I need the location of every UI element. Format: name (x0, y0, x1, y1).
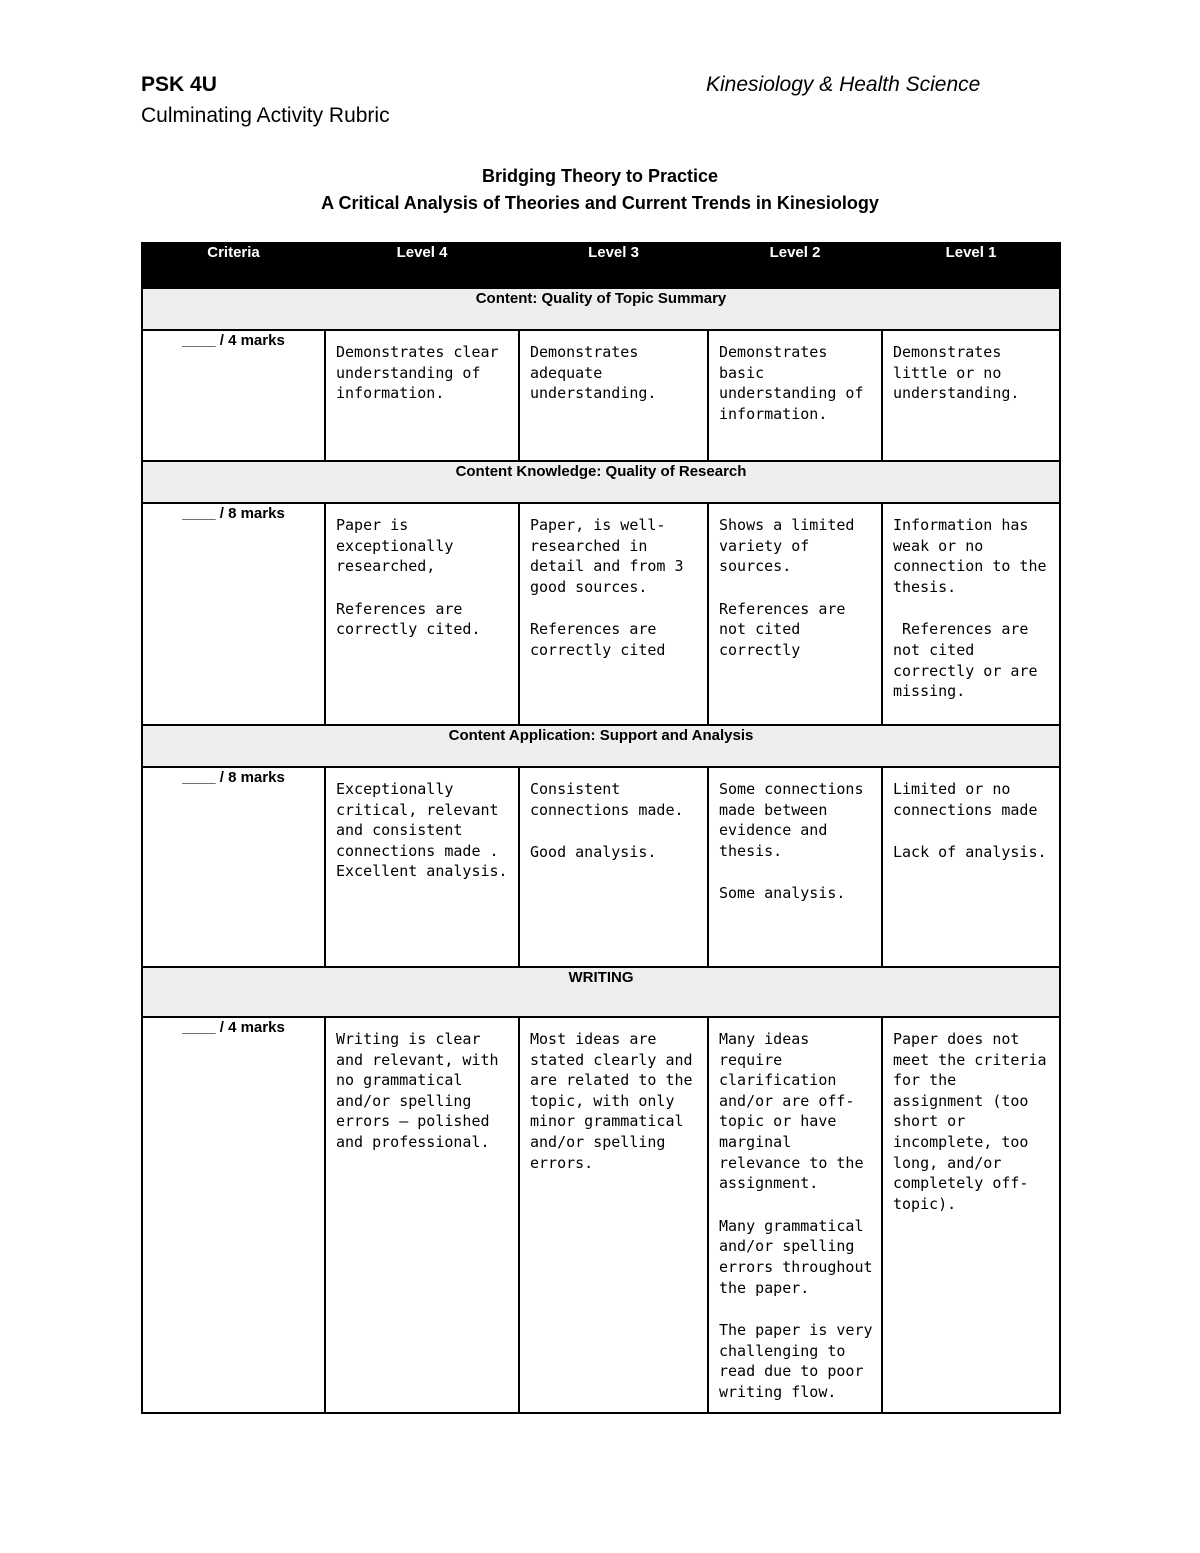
descriptor-text: Demonstrates adequate understanding. (530, 343, 657, 403)
level-4-descriptor (325, 1017, 519, 1413)
section-title: Content Knowledge: Quality of Research (142, 461, 1060, 503)
descriptor-text: Good analysis. (530, 843, 657, 862)
column-header-level-1: Level 1 (882, 243, 1060, 288)
course-code: PSK 4U (141, 73, 217, 96)
descriptor-text: Demonstrates basic understanding of information. (719, 343, 873, 423)
marks-field: ____ / 8 marks (142, 767, 325, 967)
level-2-descriptor (708, 1017, 882, 1413)
column-header-level-2: Level 2 (708, 243, 882, 288)
level-1-descriptor (882, 1017, 1060, 1413)
level-4-descriptor (325, 503, 519, 725)
level-3-descriptor (519, 767, 708, 967)
descriptor-text: Some analysis. (719, 884, 846, 903)
descriptor-text: Many ideas require clarification and/or are off-topic or have marginal relevance to the assignment. (719, 1030, 873, 1193)
level-3-descriptor (519, 330, 708, 461)
subject-name: Kinesiology & Health Science (706, 73, 981, 96)
descriptor-text: Many grammatical and/or spelling errors throughout the paper. (719, 1216, 882, 1297)
level-3-descriptor (519, 1017, 708, 1413)
level-2-descriptor (708, 330, 882, 461)
level-1-descriptor (882, 330, 1060, 461)
section-row (142, 288, 1060, 330)
descriptor-text: Exceptionally critical, relevant and consistent connections made . Excellent analysis. (336, 780, 508, 881)
column-header-level-4: Level 4 (325, 243, 519, 288)
descriptor-text: References are not cited correctly or are missing. (893, 620, 1047, 701)
descriptor-text: Limited or no connections made (893, 780, 1038, 819)
level-3-descriptor (519, 503, 708, 725)
descriptor-text: Information has weak or no connection to the thesis. (893, 516, 1056, 596)
descriptor-text: Most ideas are stated clearly and are related to the topic, with only minor grammatical and/or spelling errors. (530, 1030, 702, 1172)
descriptor-text: Some connections made between evidence and thesis. (719, 780, 873, 860)
criteria-row (142, 330, 1060, 461)
descriptor-text: Shows a limited variety of sources. (719, 516, 864, 576)
rubric-table (141, 242, 1061, 1414)
level-4-descriptor (325, 767, 519, 967)
descriptor-text: Paper is exceptionally researched, (336, 516, 463, 576)
criteria-row (142, 503, 1060, 725)
section-row (142, 967, 1060, 1017)
document-subtitle: Culminating Activity Rubric (141, 104, 390, 127)
descriptor-text: Paper, is well-researched in detail and from 3 good sources. (530, 516, 693, 596)
level-2-descriptor (708, 503, 882, 725)
level-2-descriptor (708, 767, 882, 967)
marks-field: ____ / 4 marks (142, 1017, 325, 1413)
column-header-level-3: Level 3 (519, 243, 708, 288)
section-row (142, 461, 1060, 503)
descriptor-text: References are correctly cited. (336, 599, 481, 639)
section-title: Content Application: Support and Analysis (142, 725, 1060, 767)
level-1-descriptor (882, 767, 1060, 967)
rubric-subtitle: A Critical Analysis of Theories and Current Trends in Kinesiology (321, 193, 879, 213)
descriptor-text: Demonstrates clear understanding of information. (336, 343, 508, 403)
criteria-row (142, 1017, 1060, 1413)
descriptor-text: References are not cited correctly (719, 599, 855, 659)
section-title: WRITING (142, 967, 1060, 1017)
descriptor-text: Writing is clear and relevant, with no grammatical and/or spelling errors – polished and professional. (336, 1030, 508, 1151)
section-row (142, 725, 1060, 767)
rubric-titles (141, 163, 1059, 217)
header-row (142, 243, 1060, 288)
descriptor-text: References are correctly cited (530, 620, 666, 659)
descriptor-text: Paper does not meet the criteria for the assignment (too short or incomplete, too long, and/or completely off-topic). (893, 1030, 1056, 1213)
descriptor-text: Consistent connections made. (530, 780, 684, 819)
level-1-descriptor (882, 503, 1060, 725)
descriptor-text: Lack of analysis. (893, 843, 1047, 862)
document-header (141, 70, 390, 132)
column-header-criteria: Criteria (142, 243, 325, 288)
rubric-title: Bridging Theory to Practice (481, 166, 719, 186)
descriptor-text: Demonstrates little or no understanding. (893, 343, 1020, 403)
marks-field: ____ / 8 marks (142, 503, 325, 725)
level-4-descriptor (325, 330, 519, 461)
criteria-row (142, 767, 1060, 967)
section-title: Content: Quality of Topic Summary (142, 288, 1060, 330)
marks-field: ____ / 4 marks (142, 330, 325, 461)
descriptor-text: The paper is very challenging to read due to poor writing flow. (719, 1321, 882, 1401)
